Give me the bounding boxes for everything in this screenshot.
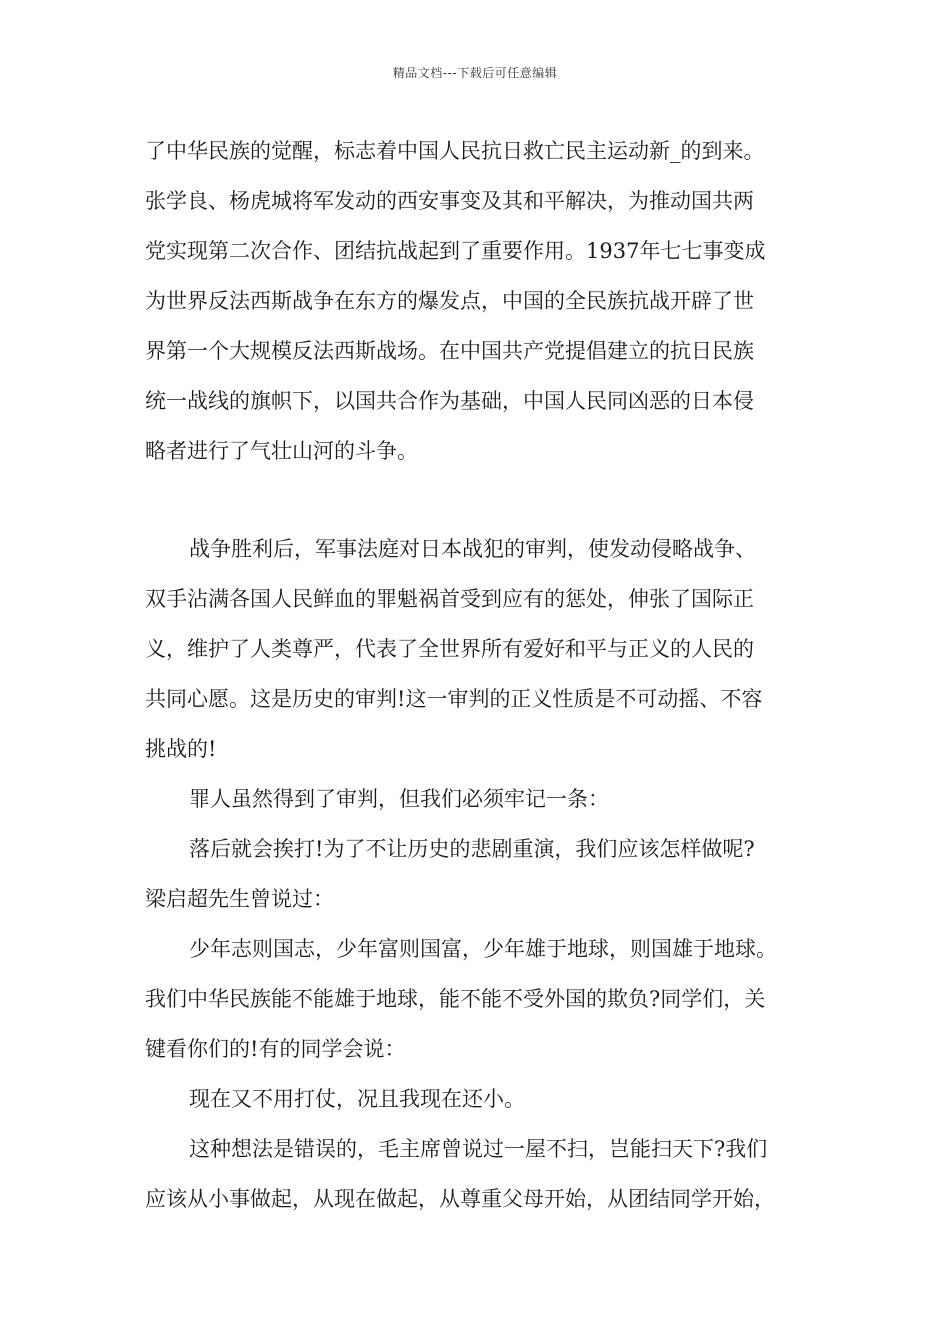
text-line: 义，维护了人类尊严，代表了全世界所有爱好和平与正义的人民的 <box>145 637 754 661</box>
text-line: 双手沾满各国人民鲜血的罪魁祸首受到应有的惩处，伸张了国际正 <box>145 587 754 611</box>
page-header: 精品文档---下载后可任意编辑 <box>392 66 558 80</box>
paragraph <box>145 774 835 824</box>
text-line: 罪人虽然得到了审判，但我们必须牢记一条： <box>189 787 609 811</box>
text-line: 键看你们的!有的同学会说： <box>145 1037 406 1061</box>
text-line: 为世界反法西斯战争在东方的爆发点，中国的全民族抗战开辟了世 <box>145 289 754 313</box>
text-line: 应该从小事做起，从现在做起，从尊重父母开始，从团结同学开始， <box>145 1187 775 1211</box>
text-line: 略者进行了气壮山河的斗争。 <box>145 439 418 463</box>
text-line: 少年志则国志，少年富则国富，少年雄于地球，则国雄于地球。 <box>189 937 777 961</box>
paragraph-gap <box>145 476 835 524</box>
text-line: 界第一个大规模反法西斯战场。在中国共产党提倡建立的抗日民族 <box>145 339 754 363</box>
text-line: 梁启超先生曾说过： <box>145 887 334 911</box>
paragraph <box>145 924 835 1074</box>
paragraph <box>145 1074 835 1124</box>
paragraph <box>145 1124 835 1224</box>
text-line: 我们中华民族能不能雄于地球，能不能不受外国的欺负?同学们，关 <box>145 987 766 1011</box>
paragraph <box>145 524 835 774</box>
paragraph <box>145 126 835 476</box>
text-line: 战争胜利后，军事法庭对日本战犯的审判，使发动侵略战争、 <box>189 537 756 561</box>
text-line: 统一战线的旗帜下，以国共合作为基础，中国人民同凶恶的日本侵 <box>145 389 754 413</box>
text-line: 这种想法是错误的，毛主席曾说过一屋不扫，岂能扫天下?我们 <box>189 1137 768 1161</box>
text-line: 落后就会挨打!为了不让历史的悲剧重演，我们应该怎样做呢? <box>189 837 755 861</box>
text-line: 现在又不用打仗，况且我现在还小。 <box>189 1087 525 1111</box>
document-body <box>145 126 835 1224</box>
text-line: 共同心愿。这是历史的审判!这一审判的正义性质是不可动摇、不容 <box>145 687 763 711</box>
paragraph <box>145 824 835 924</box>
text-line: 张学良、杨虎城将军发动的西安事变及其和平解决，为推动国共两 <box>145 189 754 213</box>
text-line: 党实现第二次合作、团结抗战起到了重要作用。1937年七七事变成 <box>145 239 766 263</box>
text-line: 了中华民族的觉醒，标志着中国人民抗日救亡民主运动新_的到来。 <box>145 139 765 163</box>
text-line: 挑战的! <box>145 737 217 761</box>
